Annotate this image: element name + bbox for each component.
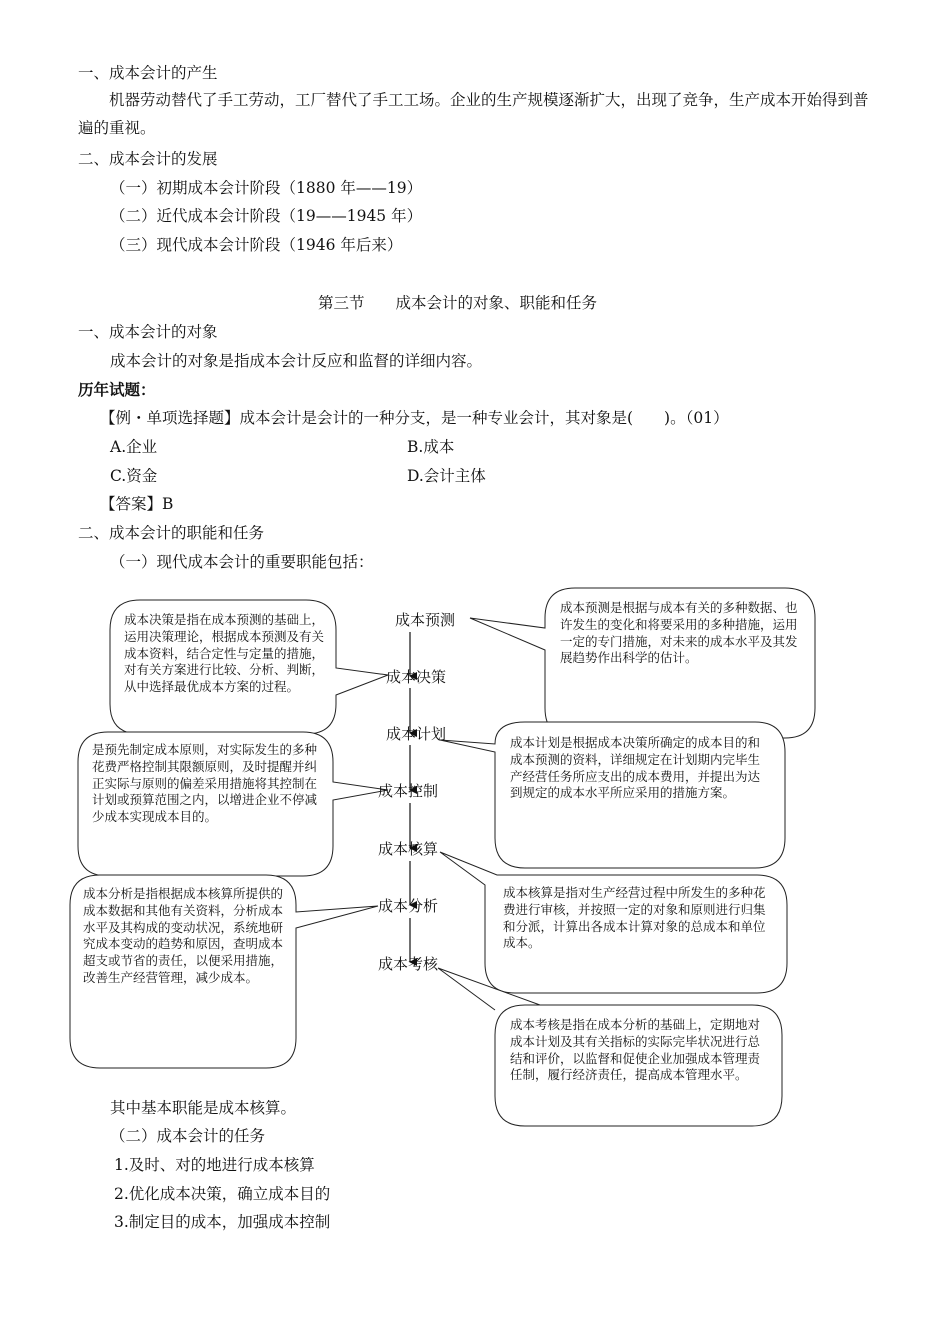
functions-subheading: （一）现代成本会计的重要职能包括： bbox=[110, 553, 374, 571]
option-d: D.会计主体 bbox=[407, 467, 486, 485]
section-title: 第三节 成本会计的对象、职能和任务 bbox=[318, 294, 598, 312]
paragraph-object: 成本会计的对象是指成本会计反应和监督的详细内容。 bbox=[110, 352, 483, 370]
bubble-decision-text: 成本决策是指在成本预测的基础上，运用决策理论，根据成本预测及有关成本资料，结合定性与定量的措施，对有关方案进行比较、分析、判断，从中选择最优成本方案的过程。 bbox=[124, 612, 325, 695]
bubble-analysis-text: 成本分析是指根据成本核算所提供的成本数据和其他有关资料，分析成本水平及其构成的变动状况，系统地研究成本变动的趋势和原因，查明成本超支或节省的责任，以便采用措施，改善生产经营管理，减少成本。 bbox=[83, 886, 284, 985]
bubble-accounting-text: 成本核算是指对生产经营过程中所发生的多种花费进行审核，并按照一定的对象和原则进行归集和分派，计算出各成本计算对象的总成本和单位成本。 bbox=[503, 885, 766, 951]
heading-functions: 二、成本会计的职能和任务 bbox=[78, 524, 265, 542]
step-control: 成本控制 bbox=[378, 782, 439, 800]
bubble-forecast-text: 成本预测是根据与成本有关的多种数据、也许发生的变化和将要采用的多种措施，运用一定的专门措施，对未来的成本水平及其发展趋势作出科学的估计。 bbox=[560, 600, 798, 666]
step-plan: 成本计划 bbox=[386, 725, 447, 743]
bubble-plan-text: 成本计划是根据成本决策所确定的成本目的和成本预测的资料，详细规定在计划期内完毕生产经营任务所应支出的成本费用，并提出为达到规定的成本水平所应采用的措施方案。 bbox=[510, 735, 761, 801]
exam-label: 历年试题： bbox=[78, 381, 156, 399]
bubble-control-text: 是预先制定成本原则，对实际发生的多种花费严格控制其限额原则，及时提醒并纠正实际与原则的偏差采用措施将其控制在计划或预算范围之内，以增进企业不停减少成本实现成本目的。 bbox=[92, 742, 318, 825]
exam-answer: 【答案】B bbox=[100, 495, 174, 513]
step-forecast: 成本预测 bbox=[395, 611, 456, 629]
tasks-subheading: （二）成本会计的任务 bbox=[110, 1127, 266, 1145]
heading-development: 二、成本会计的发展 bbox=[78, 150, 218, 168]
task-item: 3.制定目的成本，加强成本控制 bbox=[114, 1213, 331, 1231]
step-assessment: 成本考核 bbox=[378, 955, 439, 973]
stage-item: （一）初期成本会计阶段（1880 年——19） bbox=[110, 179, 423, 197]
step-decision: 成本决策 bbox=[386, 668, 447, 686]
option-c: C.资金 bbox=[110, 467, 158, 485]
step-analysis: 成本分析 bbox=[378, 897, 439, 915]
option-b: B.成本 bbox=[407, 438, 455, 456]
stage-item: （三）现代成本会计阶段（1946 年后来） bbox=[110, 236, 403, 254]
heading-object: 一、成本会计的对象 bbox=[78, 323, 218, 341]
heading-origin: 一、成本会计的产生 bbox=[78, 64, 218, 82]
task-item: 1.及时、对的地进行成本核算 bbox=[114, 1156, 315, 1174]
step-accounting: 成本核算 bbox=[378, 840, 439, 858]
exam-question: 【例・单项选择题】成本会计是会计的一种分支，是一种专业会计，其对象是( )。（01） bbox=[100, 409, 729, 427]
bubble-assessment-text: 成本考核是指在成本分析的基础上，定期地对成本计划及其有关指标的实际完毕状况进行总结和评价，以监督和促使企业加强成本管理责任制，履行经济责任，提高成本管理水平。 bbox=[510, 1017, 761, 1083]
stage-item: （二）近代成本会计阶段（19——1945 年） bbox=[110, 207, 423, 225]
task-item: 2.优化成本决策，确立成本目的 bbox=[114, 1185, 331, 1203]
basic-function: 其中基本职能是成本核算。 bbox=[110, 1099, 297, 1117]
paragraph-origin: 机器劳动替代了手工劳动，工厂替代了手工工场。企业的生产规模逐渐扩大，出现了竞争，生产成本开始得到普遍的重视。 bbox=[78, 91, 869, 137]
option-a: A.企业 bbox=[110, 438, 158, 456]
